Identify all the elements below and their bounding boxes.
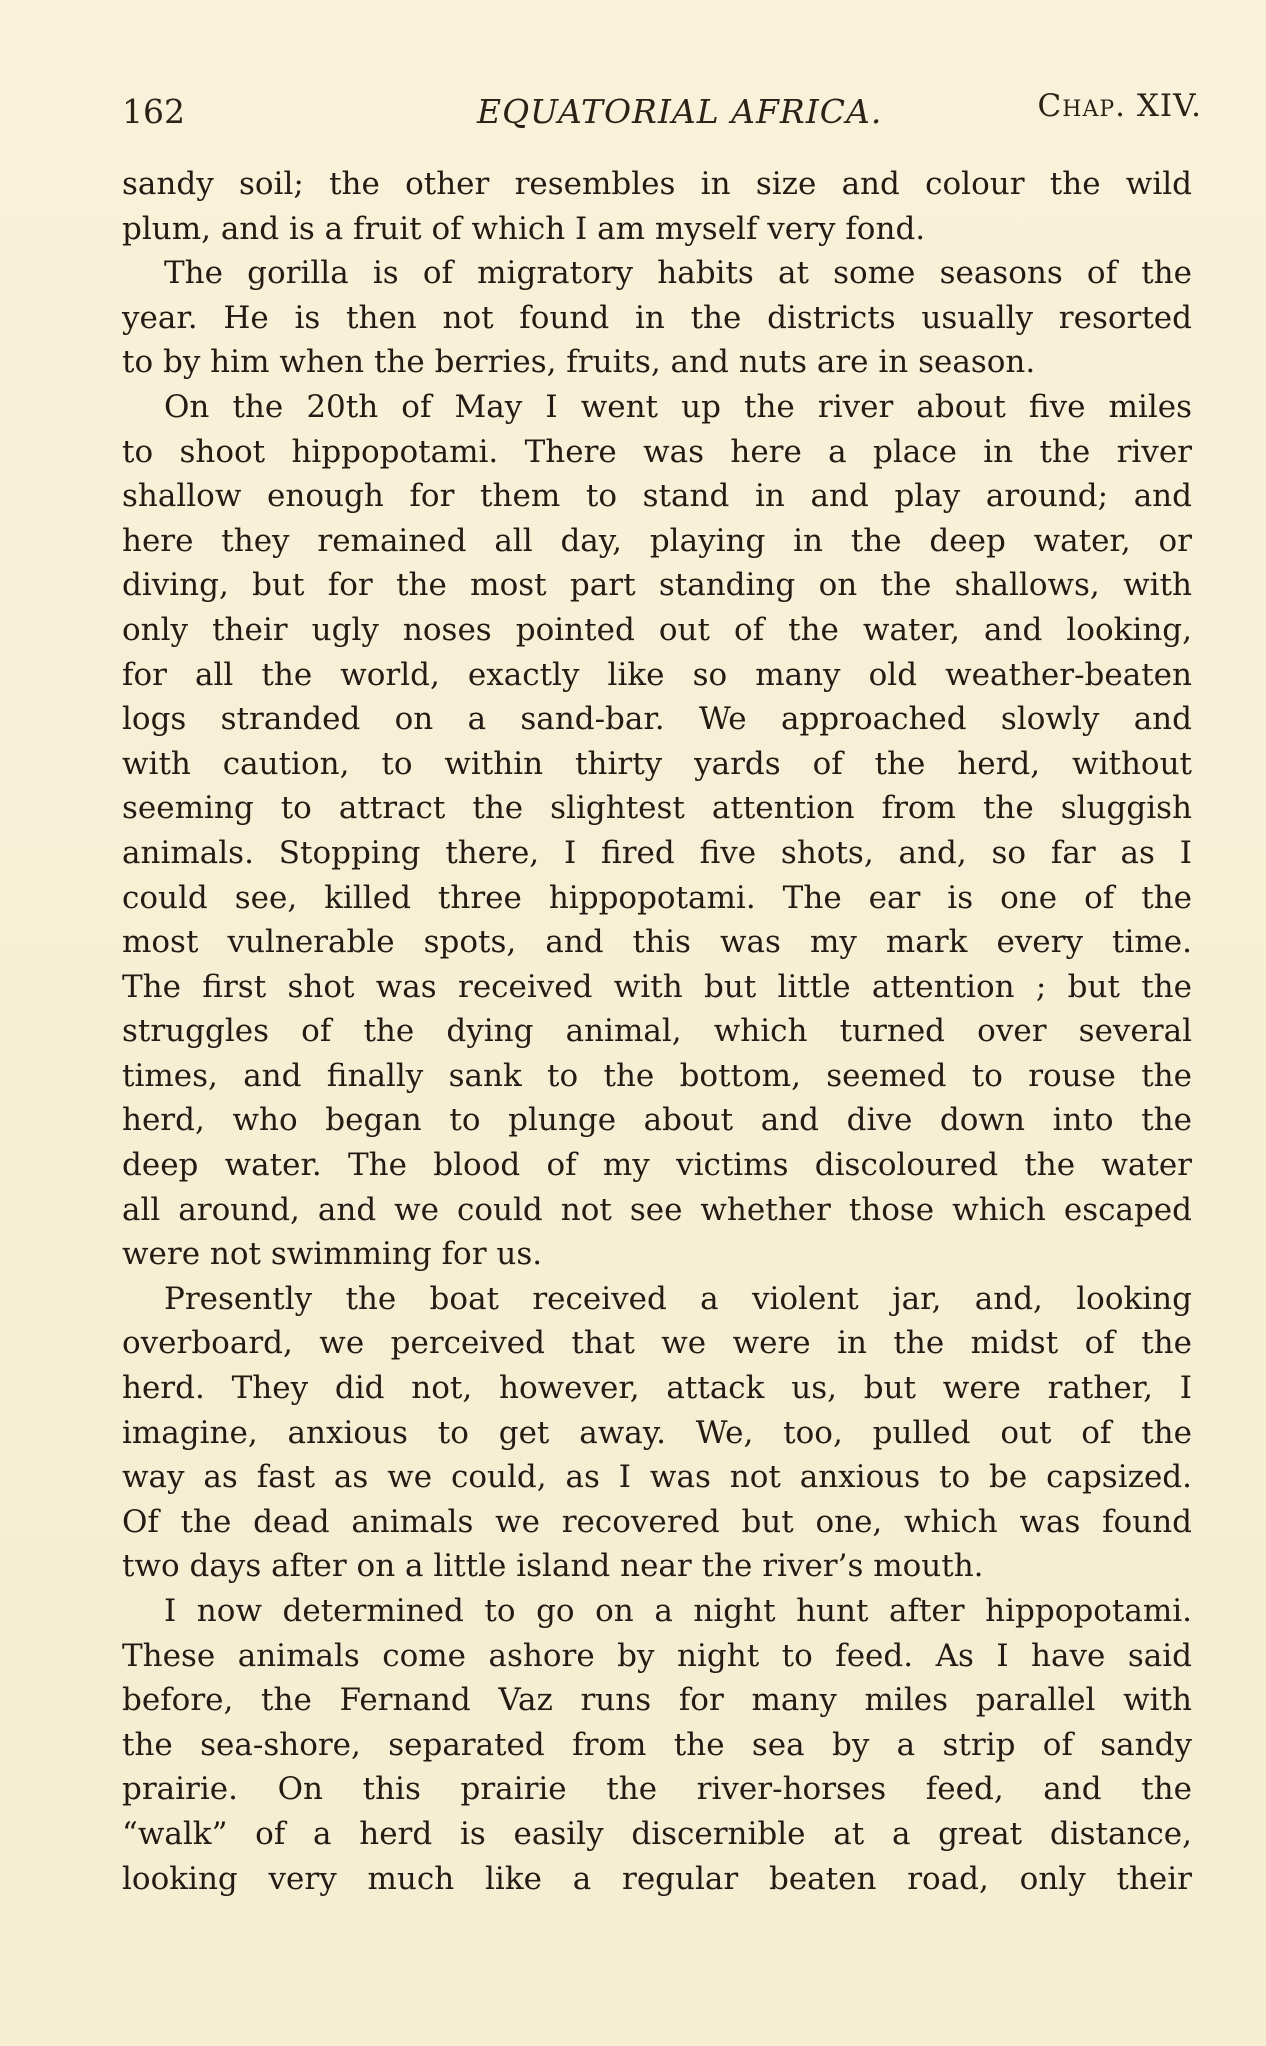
text-line: here they remained all day, playing in the deep water, or (122, 522, 1192, 559)
text-line: On the 20th of May I went up the river about five miles (164, 388, 1192, 425)
body-text (122, 162, 1192, 1901)
text-line: herd, who began to plunge about and dive down into the (122, 1102, 1192, 1139)
text-line: deep water. The blood of my victims discoloured the water (122, 1147, 1192, 1184)
text-line: all around, and we could not see whether those which escaped (122, 1191, 1192, 1228)
text-line: imagine, anxious to get away. We, too, pulled out of the (122, 1414, 1192, 1451)
running-title: EQUATORIAL AFRICA. (477, 92, 883, 131)
text-line: looking very much like a regular beaten road, only their (122, 1860, 1192, 1897)
text-line: seeming to attract the slightest attention from the sluggish (122, 790, 1192, 827)
text-line: diving, but for the most part standing on the shallows, with (122, 567, 1192, 604)
text-line: to shoot hippopotami. There was here a place in the river (122, 433, 1192, 470)
text-line: only their ugly noses pointed out of the water, and looking, (122, 611, 1192, 648)
text-line: struggles of the dying animal, which turned over several (122, 1013, 1192, 1050)
page-number: 162 (122, 92, 185, 131)
text-line: year. He is then not found in the districts usually resorted (122, 299, 1192, 336)
text-line: “walk” of a herd is easily discernible at a great distance, (122, 1815, 1192, 1852)
text-line: overboard, we perceived that we were in the midst of the (122, 1325, 1192, 1362)
text-line: the sea-shore, separated from the sea by a strip of sandy (122, 1726, 1192, 1763)
text-line: to by him when the berries, fruits, and nuts are in season. (122, 344, 1036, 381)
page-header (122, 88, 1202, 142)
text-line: animals. Stopping there, I fired five shots, and, so far as I (122, 834, 1192, 871)
text-line: These animals come ashore by night to feed. As I have said (122, 1637, 1192, 1674)
text-line: way as fast as we could, as I was not anxious to be capsized. (122, 1459, 1192, 1496)
text-line: sandy soil; the other resembles in size and colour the wild (122, 166, 1192, 202)
text-line: could see, killed three hippopotami. The ear is one of the (122, 879, 1192, 916)
text-line: plum, and is a fruit of which I am myself very fond. (122, 210, 926, 247)
text-line: times, and finally sank to the bottom, seemed to rouse the (122, 1057, 1192, 1094)
text-line: prairie. On this prairie the river-horses feed, and the (122, 1771, 1192, 1808)
text-line: most vulnerable spots, and this was my mark every time. (122, 924, 1192, 961)
text-line: The first shot was received with but little attention ; but the (122, 968, 1192, 1005)
text-line: logs stranded on a sand-bar. We approached slowly and (122, 701, 1192, 738)
text-line: shallow enough for them to stand in and play around; and (122, 478, 1192, 515)
text-line: Presently the boat received a violent jar, and, looking (164, 1280, 1192, 1317)
text-line: two days after on a little island near the river’s mouth. (122, 1548, 984, 1585)
text-line: Of the dead animals we recovered but one, which was found (122, 1503, 1192, 1540)
text-line: I now determined to go on a night hunt after hippopotami. (164, 1593, 1192, 1629)
text-line: were not swimming for us. (122, 1236, 543, 1273)
chapter-label: Chap. XIV. (1037, 88, 1202, 124)
text-line: for all the world, exactly like so many old weather-beaten (122, 656, 1192, 693)
text-line: The gorilla is of migratory habits at some seasons of the (164, 255, 1192, 292)
text-line: herd. They did not, however, attack us, but were rather, I (122, 1370, 1192, 1407)
text-line: before, the Fernand Vaz runs for many miles parallel with (122, 1682, 1192, 1719)
text-line: with caution, to within thirty yards of the herd, without (122, 745, 1192, 782)
